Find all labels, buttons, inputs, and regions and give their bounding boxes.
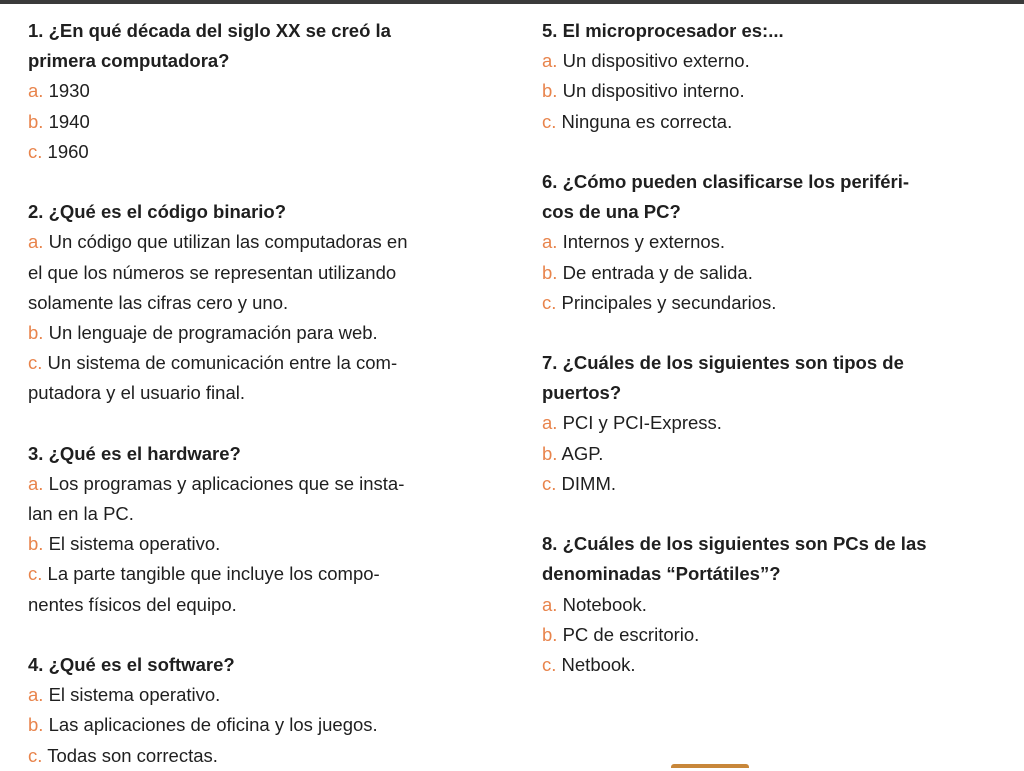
option-text: Todas son correctas.: [42, 744, 218, 766]
option-text: Principales y secundarios.: [556, 291, 777, 313]
option-text: Un lenguaje de programación para web.: [43, 321, 378, 343]
bottom-tab: [671, 764, 749, 768]
option-letter: b .: [28, 533, 43, 554]
answer-option: [28, 469, 498, 499]
answer-option: [28, 741, 498, 771]
option-letter: c .: [542, 292, 556, 313]
option-text: Un sistema de comunicación entre la com-: [42, 352, 398, 374]
question-line: 8. ¿Cuáles de los siguientes son PCs de las: [542, 533, 927, 555]
answer-option: [542, 227, 1012, 257]
option-text: Ninguna es correcta.: [556, 110, 733, 132]
option-text: Un dispositivo interno.: [557, 80, 745, 102]
answer-option: [28, 710, 498, 740]
option-letter: a .: [542, 594, 557, 615]
option-letter: c .: [28, 563, 42, 584]
option-text: El sistema operativo.: [43, 684, 221, 706]
answer-continuation: lan en la PC.: [28, 503, 134, 524]
option-letter: a .: [28, 684, 43, 705]
option-letter: c .: [28, 745, 42, 766]
answer-option: [542, 107, 1012, 137]
answer-option: [542, 76, 1012, 106]
answer-continuation: nentes físicos del equipo.: [28, 593, 237, 615]
option-text: Notebook.: [557, 593, 647, 615]
option-text: PCI y PCI-Express.: [557, 412, 722, 434]
answer-option: [28, 559, 498, 589]
option-letter: a .: [28, 80, 43, 101]
answer-option: [28, 227, 498, 257]
question-line: 7. ¿Cuáles de los siguientes son tipos de: [542, 352, 904, 374]
answer-option: [28, 76, 498, 106]
answer-option: [542, 258, 1012, 288]
question-line: 5. El microprocesador es:...: [542, 20, 784, 41]
left-column: [28, 16, 498, 771]
option-text: La parte tangible que incluye los compo-: [42, 563, 380, 585]
option-text: PC de escritorio.: [557, 623, 700, 645]
option-letter: a .: [542, 50, 557, 71]
option-text: Netbook.: [556, 653, 636, 675]
question-line: puertos?: [542, 382, 622, 404]
question-line: 6. ¿Cómo pueden clasificarse los periféri-: [542, 170, 910, 192]
answer-option: [28, 348, 498, 378]
option-text: 1940: [43, 110, 90, 132]
option-text: Un dispositivo externo.: [557, 50, 750, 72]
option-letter: b .: [28, 322, 43, 343]
option-letter: b .: [542, 262, 557, 283]
option-text: DIMM.: [556, 472, 616, 494]
option-letter: c .: [28, 141, 42, 162]
answer-continuation: putadora y el usuario final.: [28, 382, 245, 404]
question-line: 2. ¿Qué es el código binario?: [28, 201, 287, 223]
option-text: De entrada y de salida.: [557, 261, 753, 283]
question-line: primera computadora?: [28, 50, 230, 72]
option-letter: b .: [542, 80, 557, 101]
option-text: Internos y externos.: [557, 231, 726, 253]
option-text: Los programas y aplicaciones que se insta-: [43, 472, 405, 494]
answer-option: [542, 469, 1012, 499]
question-line: cos de una PC?: [542, 201, 681, 223]
answer-option: [542, 46, 1012, 76]
answer-option: [28, 529, 498, 559]
question-line: denominadas “Portátiles”?: [542, 563, 781, 585]
answer-continuation: el que los números se representan utilizando: [28, 261, 397, 283]
option-letter: c .: [542, 654, 556, 675]
spacer: [28, 408, 498, 438]
spacer: [542, 318, 1012, 348]
answer-option: [542, 439, 1012, 469]
answer-option: [542, 408, 1012, 438]
option-text: 1960: [42, 140, 89, 162]
answer-option: [28, 137, 498, 167]
answer-option: [542, 288, 1012, 318]
option-letter: b .: [542, 624, 557, 645]
option-letter: a .: [542, 231, 557, 252]
top-border: [0, 0, 1024, 4]
option-text: 1930: [43, 80, 90, 102]
answer-option: [542, 590, 1012, 620]
spacer: [542, 137, 1012, 167]
option-letter: a .: [542, 412, 557, 433]
option-letter: b .: [542, 443, 557, 464]
option-letter: b .: [28, 111, 43, 132]
option-letter: a .: [28, 473, 43, 494]
question-line: 1. ¿En qué década del siglo XX se creó la: [28, 20, 391, 41]
answer-option: [542, 620, 1012, 650]
option-letter: b .: [28, 714, 43, 735]
answer-continuation: solamente las cifras cero y uno.: [28, 291, 289, 313]
option-text: El sistema operativo.: [43, 533, 221, 555]
spacer: [28, 167, 498, 197]
answer-option: [28, 107, 498, 137]
option-letter: a .: [28, 231, 43, 252]
option-letter: c .: [542, 111, 556, 132]
answer-option: [28, 318, 498, 348]
option-letter: c .: [28, 352, 42, 373]
question-line: 4. ¿Qué es el software?: [28, 653, 235, 675]
right-column: [542, 16, 1012, 680]
spacer: [28, 620, 498, 650]
option-letter: c .: [542, 473, 556, 494]
option-text: Las aplicaciones de oficina y los juegos.: [43, 714, 378, 736]
answer-option: [542, 650, 1012, 680]
question-line: 3. ¿Qué es el hardware?: [28, 442, 241, 464]
option-text: AGP.: [557, 442, 604, 464]
spacer: [542, 499, 1012, 529]
option-text: Un código que utilizan las computadoras en: [43, 231, 408, 253]
answer-option: [28, 680, 498, 710]
